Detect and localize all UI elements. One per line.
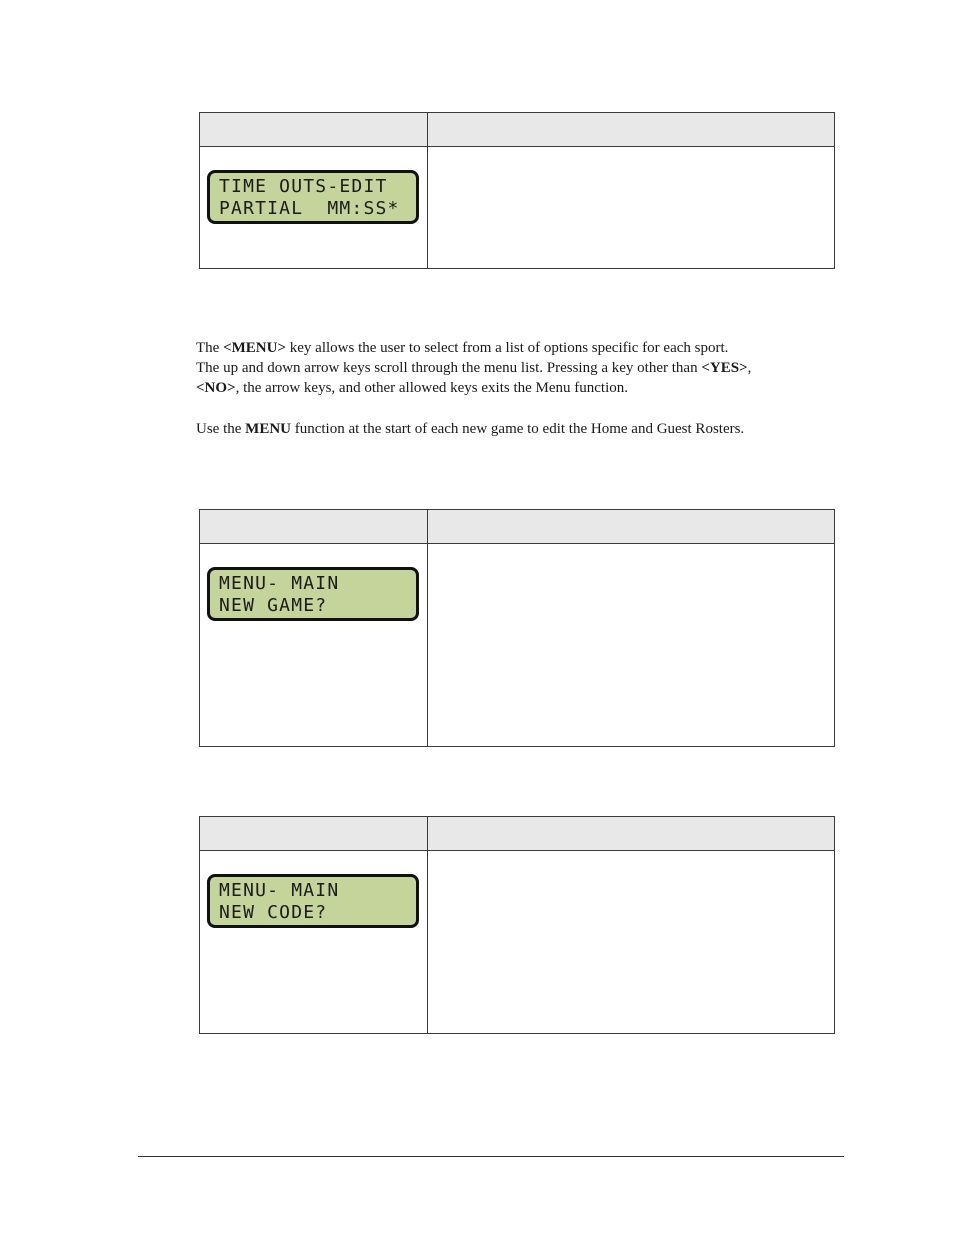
- text: The: [196, 340, 224, 356]
- text: function at the start of each new game to edit the Home and Guest Rosters.: [290, 421, 745, 437]
- display-table-new-code: [199, 816, 835, 1034]
- header-cell-display: [200, 817, 428, 850]
- table-row: [200, 544, 834, 746]
- lcd-line-1: TIME OUTS-EDIT: [219, 176, 388, 197]
- table-header: [200, 113, 834, 147]
- menu-key-label: <MENU>: [223, 340, 287, 356]
- description-cell: [428, 544, 834, 746]
- text: Use the: [196, 421, 246, 437]
- description-cell: [428, 147, 834, 268]
- no-key-label: <NO>: [196, 380, 236, 396]
- header-cell-display: [200, 113, 428, 146]
- lcd-cell: [200, 147, 428, 268]
- menu-intro-paragraph: [196, 338, 846, 398]
- table-row: [200, 147, 834, 268]
- lcd-display: [207, 874, 419, 928]
- lcd-line-1: MENU- MAIN: [219, 880, 340, 901]
- lcd-cell: [200, 544, 428, 746]
- text: The up and down arrow keys scroll through the menu list. Pressing a key other than: [196, 360, 702, 376]
- table-row: [200, 851, 834, 1033]
- display-table-time-outs: [199, 112, 835, 269]
- display-table-new-game: [199, 509, 835, 747]
- lcd-cell: [200, 851, 428, 1033]
- table-header: [200, 817, 834, 851]
- lcd-line-1: MENU- MAIN: [219, 573, 340, 594]
- lcd-display: [207, 567, 419, 621]
- footer-divider: [138, 1156, 844, 1157]
- lcd-line-2: NEW GAME?: [219, 595, 328, 616]
- header-cell-description: [428, 510, 834, 543]
- text: ,: [747, 360, 752, 376]
- header-cell-description: [428, 817, 834, 850]
- yes-key-label: <YES>: [701, 360, 748, 376]
- header-cell-description: [428, 113, 834, 146]
- lcd-line-2: PARTIAL MM:SS*: [219, 198, 400, 219]
- description-cell: [428, 851, 834, 1033]
- table-header: [200, 510, 834, 544]
- menu-usage-paragraph: [196, 419, 846, 439]
- text: key allows the user to select from a list of options specific for each sport.: [286, 340, 729, 356]
- lcd-line-2: NEW CODE?: [219, 902, 328, 923]
- header-cell-display: [200, 510, 428, 543]
- text: , the arrow keys, and other allowed keys exits the Menu function.: [235, 380, 629, 396]
- menu-label: MENU: [245, 421, 291, 437]
- lcd-display: [207, 170, 419, 224]
